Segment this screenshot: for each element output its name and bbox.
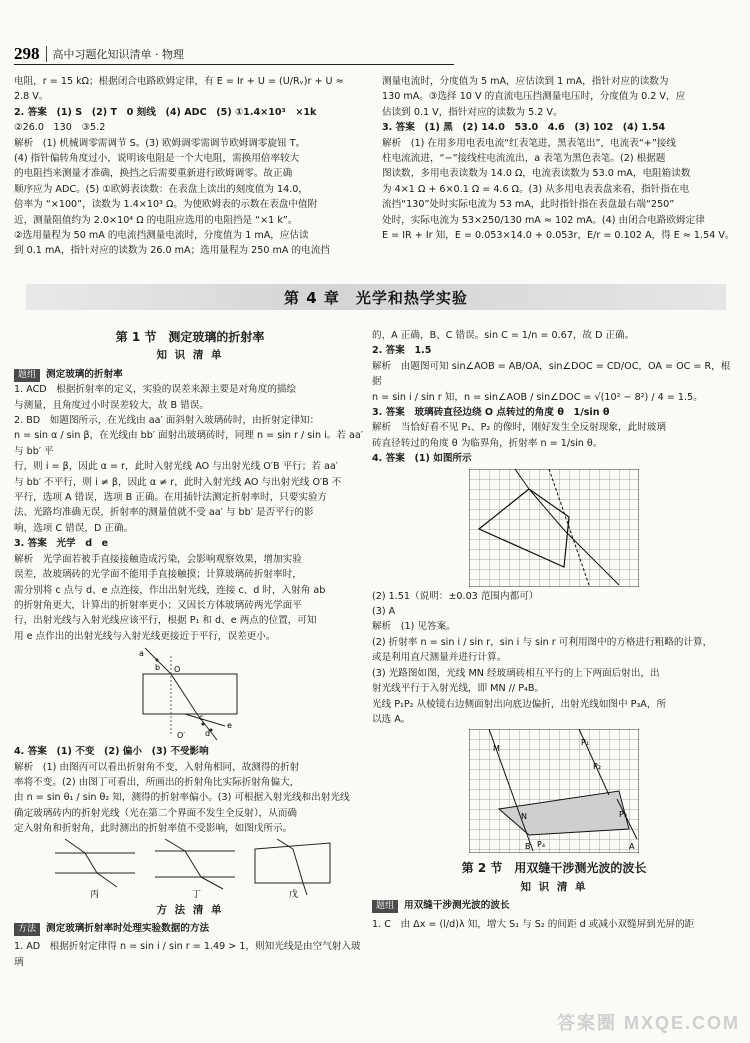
label-p4: P₄	[537, 840, 546, 850]
text-line: n = sin α / sin β，在光线由 bb′ 面射出玻璃砖时，同理 n = sin r / sin i。若 aa′ 与 bb′ 平	[14, 430, 363, 457]
text-line: 流挡“130”处时实际电流为 53 mA，此时指针指在表盘最右端“250”	[382, 199, 675, 211]
page-number: 298	[14, 44, 40, 63]
section2-title: 第 2 节 用双缝干涉测光波的波长	[461, 861, 647, 876]
label-p2: P₂	[593, 762, 602, 772]
text-line: 响，选项 C 错误，D 正确。	[14, 522, 134, 534]
refraction-figure	[115, 646, 265, 742]
text-line: ②26.0 130 ③5.2	[14, 122, 106, 134]
text-line: 解析 由题图可知 sin∠AOB = AB/OA，sin∠DOC = CD/OC，OA = OC = R，根据	[372, 360, 731, 388]
text-line: 2.8 V。	[14, 91, 49, 103]
text-line: 用 e 点作出的出射光线与入射光线更接近于平行，误差更小。	[14, 630, 276, 642]
answer-line: 2. 答案 (1) S (2) T 0 刻线 (4) ADC (5) ①1.4×10³ ×1k	[14, 106, 317, 118]
text-line: 1. AD 根据折射定律得 n = sin i / sin r = 1.49 > 1，则知光线是由空气射入玻璃	[14, 941, 361, 968]
section-title: 第 1 节 测定玻璃的折射率	[115, 330, 265, 344]
text-line: E = IR + Ir 知，E = 0.053×14.0 + 0.053r，E/r = 0.102 A，得 E ≈ 1.54 V。	[382, 230, 735, 242]
text-line: 为 4×1 Ω + 6×0.1 Ω = 4.6 Ω。(3) 从多用电表表盘来看，指针指在电	[382, 183, 690, 195]
diagram-ding	[155, 839, 235, 899]
text-line: 与测量，且角度过小时误差较大，故 B 错误。	[14, 399, 209, 411]
text-line: (2) 1.51（说明：±0.03 范围内都可）	[372, 590, 539, 602]
text-line: 定入射角和折射角，此时测出的折射率值不受影响，如图戊所示。	[14, 823, 293, 835]
text-line: 近，测量阻值约为 2.0×10⁴ Ω 的电阻应选用的电阻挡是 “×1 k”。	[14, 214, 298, 226]
method-title: 测定玻璃折射率时处理实验数据的方法	[46, 922, 210, 934]
answer-line: 2. 答案 1.5	[372, 345, 432, 357]
label-ding: 丁	[192, 889, 202, 899]
text-line: (2) 折射率 n = sin i / sin r，sin i 与 sin r 可利用图中的方格进行粗略的计算，	[372, 636, 713, 648]
text-line: 的折射角更大，计算出的折射率更小；又因长方体玻璃砖两光学面平	[14, 599, 302, 611]
page-header	[14, 40, 184, 64]
text-line: (3) A	[372, 606, 396, 618]
text-line: 以选 A。	[372, 713, 411, 725]
diagram-bing	[55, 839, 135, 899]
text-line: (3) 光路图如图，光线 MN 经玻璃砖相互平行的上下两面后射出，出	[372, 667, 660, 679]
label-m: M	[493, 744, 500, 754]
three-diagrams-figure	[45, 839, 335, 899]
text-line: 需分别将 c 点与 d、e 点连接，作出出射光线，连接 c、d 时，入射角 ab	[14, 584, 326, 596]
answer-line: 4. 答案 (1) 如图所示	[372, 453, 472, 465]
text-line: 率将不变。(2) 由图丁可看出，所画出的折射角比实际折射角偏大，	[14, 776, 300, 788]
group-title: 测定玻璃的折射率	[46, 368, 123, 380]
text-line: 光线 P₁P₂ 从棱镜右边侧面射出向底边偏折，出射光线如图中 P₃A，所	[372, 698, 667, 710]
analysis-line: 解析 (1) 见答案。	[372, 621, 456, 633]
label-b: b	[155, 663, 161, 673]
label-d: d	[205, 729, 211, 739]
method-tag: 方法	[14, 923, 40, 936]
label-p1: P₁	[581, 738, 590, 748]
knowledge-list-heading: 知 识 清 单	[156, 349, 224, 362]
right-column	[372, 328, 736, 932]
text-line: 射光线平行于入射光线，即 MN // P₄B。	[372, 683, 544, 695]
top-right-column	[382, 74, 736, 243]
prism-grid-figure	[469, 729, 639, 853]
analysis-line: 解析 (1) 机械调零需调节 S。(3) 欧姆调零需调节欧姆调零旋钮 T。	[14, 137, 306, 149]
label-bing: 丙	[90, 889, 100, 899]
label-c: c	[199, 713, 204, 723]
method-list-heading: 方 法 清 单	[156, 903, 224, 916]
text-line: 顺序应为 ADC。(5) ①欧姆表读数：在表盘上读出的刻度值为 14.0，	[14, 183, 309, 195]
text-line: 误差，故玻璃砖的光学面不能用手直接触摸；计算玻璃砖折射率时，	[14, 569, 302, 581]
left-column	[14, 328, 366, 970]
chapter-banner	[26, 284, 726, 310]
text-line: 图读数，多用电表读数为 14.0 Ω，电流表读数为 53.0 mA，电阻箱读数	[382, 168, 691, 180]
knowledge-list-heading: 知 识 清 单	[520, 880, 588, 893]
text-line: 解析 当恰好看不见 P₁、P₂ 的像时，刚好发生全反射现象，此时玻璃	[372, 422, 666, 434]
header-rule	[14, 64, 454, 65]
answer-line: 3. 答案 (1) 黑 (2) 14.0 53.0 4.6 (3) 102 (4) 1.54	[382, 122, 666, 134]
text-line: 估读到 0.1 V，指针对应的读数为 5.2 V。	[382, 106, 563, 118]
chapter-title: 第 4 章 光学和热学实验	[284, 288, 468, 307]
text-line: 解析 (1) 由图丙可以看出折射角不变，入射角相同，故测得的折射	[14, 761, 300, 773]
text-line: n = sin i / sin r 知，n = sin∠AOB / sin∠DOC = √(10² − 8²) / 4 = 1.5。	[372, 391, 703, 403]
label-n: N	[521, 812, 527, 822]
text-line: 倍率为 “×100”，读数为 1.4×10³ Ω。为使欧姆表的示数在表盘中值附	[14, 199, 318, 211]
text-line: 由 n = sin θ₁ / sin θ₂ 知，测得的折射率偏小。(3) 可根据入射光线和出射光线	[14, 792, 350, 804]
text-line: 解析 光学面若被手直接接触造成污染，会影响观察效果，增加实验	[14, 553, 302, 565]
answer-line: 3. 答案 玻璃砖直径边绕 O 点转过的角度 θ 1/sin θ	[372, 407, 610, 419]
text-line: 电阻，r = 15 kΩ；根据闭合电路欧姆定律，有 E = Ir + U = (U/Rᵥ)r + U ≈	[14, 76, 344, 87]
text-line: 到 0.1 mA，指针对应的读数为 26.0 mA；选用量程为 250 mA 的电流挡	[14, 245, 330, 257]
text-line: 砖直径转过的角度 θ 为临界角，折射率 n = 1/sin θ。	[372, 437, 603, 449]
text-line: 柱电流流进，“−”接线柱电流流出，a 表笔为黑色表笔。(2) 根据题	[382, 153, 666, 165]
text-line: 1. ACD 根据折射率的定义，实验的误差来源主要是对角度的描绘	[14, 384, 297, 396]
label-e: e	[227, 721, 232, 731]
text-line: 确定玻璃砖内的折射光线（光在第二个界面不发生全反射），从而确	[14, 807, 298, 819]
label-o: O	[174, 665, 181, 675]
text-line: 的电阻挡来测量才准确，换挡之后需要重新进行欧姆调零。故正确	[14, 168, 293, 180]
answer-line: 3. 答案 光学 d e	[14, 538, 109, 550]
text-line: 1. C 由 Δx = (l/d)λ 知，增大 S₁ 与 S₂ 的间距 d 或减小双缝屏到光屏的距	[372, 918, 695, 930]
text-line: ②选用量程为 50 mA 的电流挡测量电流时，分度值为 1 mA，应估读	[14, 230, 309, 242]
text-line: 法、光路均准确无误，折射率的测量值就不受 aa′ 与 bb′ 是否平行的影	[14, 507, 314, 519]
text-line: (4) 指针偏转角度过小，说明该电阻是一个大电阻，需换用倍率较大	[14, 153, 300, 165]
text-line: 处时，实际电流为 53×250/130 mA ≈ 102 mA。(4) 由闭合电路欧姆定律	[382, 214, 705, 226]
label-p3: P₃	[619, 810, 628, 820]
text-line: 130 mA。③选择 10 V 的直流电压挡测量电压时，分度值为 0.2 V，应	[382, 91, 686, 103]
book-title: 高中习题化知识清单 · 物理	[46, 46, 185, 62]
text-line: 或是利用直尺测量并进行计算。	[372, 652, 507, 664]
text-line: 行，出射光线与入射光线应该平行，根据 P₁ 和 d、e 两点的位置，可知	[14, 615, 317, 627]
watermark: 答案圈 MXQE.COM	[556, 1013, 740, 1033]
label-a: A	[629, 842, 635, 852]
answer-line: 4. 答案 (1) 不变 (2) 偏小 (3) 不受影响	[14, 746, 209, 758]
grid-figure	[469, 469, 639, 587]
group-tag: 题组	[14, 369, 40, 382]
diagram-wu	[255, 839, 330, 899]
text-line: 的，A 正确，B、C 错误。sin C = 1/n = 0.67，故 D 正确。	[372, 330, 635, 341]
top-left-column	[14, 74, 364, 259]
text-line: 与 bb′ 不平行，则 i ≠ β，因此 α ≠ r，此时入射光线 AO 与出射光线 O′B 不	[14, 476, 342, 488]
analysis-line: 解析 (1) 在用多用电表电流“红表笔进，黑表笔出”，电流表“+”接线	[382, 137, 676, 149]
text-line: 2. BD 如题图所示，在光线由 aa′ 面斜射入玻璃砖时，由折射定律知：	[14, 415, 320, 427]
text-line: 测量电流时，分度值为 5 mA，应估读到 1 mA，指针对应的读数为	[382, 76, 669, 87]
label-b: B	[525, 842, 531, 852]
text-line: 平行，选项 A 错误，选项 B 正确。在用插针法测定折射率时，只要实验方	[14, 492, 328, 504]
label-a: a	[139, 649, 144, 659]
group-tag: 题组	[372, 900, 398, 913]
label-wu: 戊	[289, 889, 299, 899]
text-line: 行，则 i = β，因此 α = r，此时入射光线 AO 与出射光线 O′B 平行；若 aa′	[14, 461, 338, 473]
label-o-prime: O′	[177, 731, 186, 741]
group-title: 用双缝干涉测光波的波长	[404, 900, 510, 912]
